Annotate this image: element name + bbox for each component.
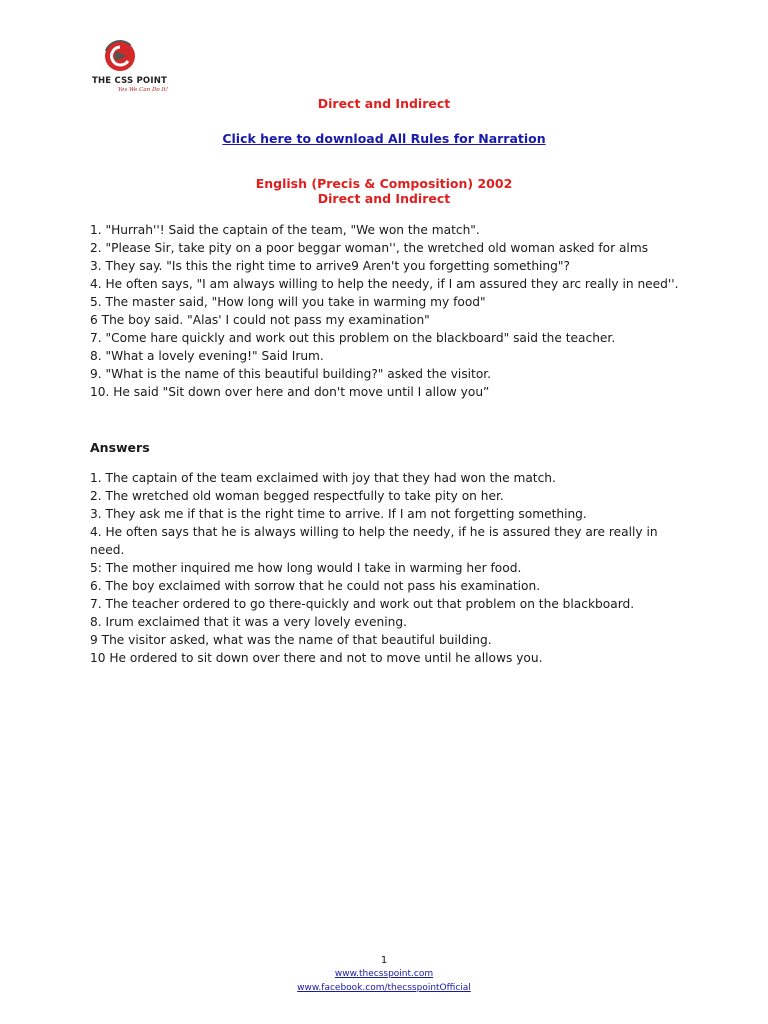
answer-item: 8. Irum exclaimed that it was a very lovely evening. bbox=[90, 615, 407, 629]
answers-list bbox=[90, 469, 690, 667]
question-item: 3. They say. "Is this the right time to arrive9 Aren't you forgetting something"? bbox=[90, 259, 570, 273]
question-item: 6 The boy said. "Alas' I could not pass my examination" bbox=[90, 313, 430, 327]
facebook-link[interactable]: www.facebook.com/thecsspointOfficial bbox=[297, 983, 471, 993]
answer-item: 3. They ask me if that is the right time to arrive. If I am not forgetting something. bbox=[90, 507, 587, 521]
answers-heading: Answers bbox=[90, 440, 150, 455]
questions-list bbox=[90, 221, 690, 401]
download-link-row bbox=[0, 128, 768, 147]
question-item: 7. "Come hare quickly and work out this problem on the blackboard" said the teacher. bbox=[90, 331, 616, 345]
question-item: 1. "Hurrah''! Said the captain of the team, "We won the match". bbox=[90, 223, 480, 237]
question-item: 2. "Please Sir, take pity on a poor beggar woman'', the wretched old woman asked for alms bbox=[90, 241, 649, 255]
logo-name: THE CSS POINT bbox=[92, 76, 168, 86]
logo bbox=[92, 36, 182, 98]
answer-item: 2. The wretched old woman begged respectfully to take pity on her. bbox=[90, 489, 504, 503]
question-item: 5. The master said, "How long will you take in warming my food" bbox=[90, 295, 486, 309]
answer-item: 5: The mother inquired me how long would I take in warming her food. bbox=[90, 561, 522, 575]
page-title: Direct and Indirect bbox=[317, 96, 451, 111]
question-item: 4. He often says, "I am always willing to help the needy, if I am assured they arc really in need''. bbox=[90, 277, 679, 291]
logo-icon bbox=[100, 36, 140, 76]
answer-item: 7. The teacher ordered to go there-quickly and work out that problem on the blackboard. bbox=[90, 597, 635, 611]
question-item: 9. "What is the name of this beautiful building?" asked the visitor. bbox=[90, 367, 492, 381]
answer-item: 10 He ordered to sit down over there and not to move until he allows you. bbox=[90, 651, 543, 665]
question-item: 8. "What a lovely evening!" Said Irum. bbox=[90, 349, 324, 363]
page-number: 1 bbox=[380, 955, 388, 966]
website-link[interactable]: www.thecsspoint.com bbox=[334, 969, 434, 979]
exam-title: English (Precis & Composition) 2002 bbox=[255, 176, 513, 191]
section-subtitle: Direct and Indirect bbox=[317, 191, 451, 206]
download-rules-link[interactable]: Click here to download All Rules for Narration bbox=[222, 131, 546, 146]
answer-item: 1. The captain of the team exclaimed with joy that they had won the match. bbox=[90, 471, 556, 485]
answer-item: 9 The visitor asked, what was the name of that beautiful building. bbox=[90, 633, 492, 647]
answer-item: 4. He often says that he is always willing to help the needy, if he is assured they are really in need. bbox=[90, 525, 658, 557]
question-item: 10. He said "Sit down over here and don't move until I allow you” bbox=[90, 385, 490, 399]
logo-tagline: Yes We Can Do It! bbox=[118, 87, 169, 93]
answer-item: 6. The boy exclaimed with sorrow that he could not pass his examination. bbox=[90, 579, 541, 593]
